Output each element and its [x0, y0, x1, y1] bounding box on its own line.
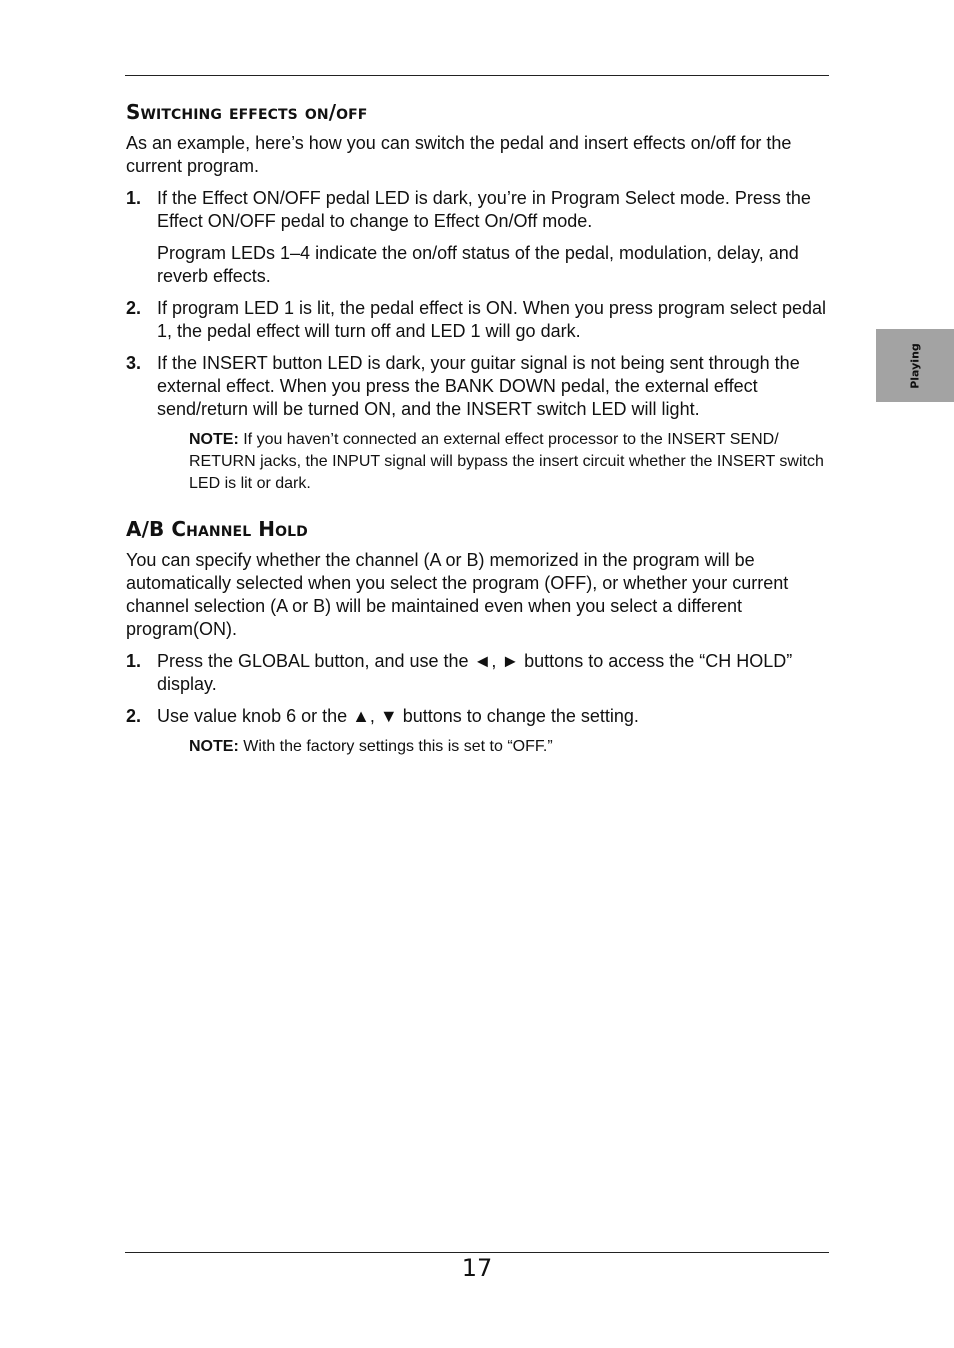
step-item — [126, 650, 830, 696]
note-label: NOTE: — [189, 431, 239, 448]
note-label: NOTE: — [189, 738, 239, 755]
section-tab-label: Playing — [908, 342, 922, 389]
step-number: 3. — [126, 353, 142, 373]
section-heading-channel-hold: A/B Channel Hold — [126, 517, 308, 541]
note — [189, 736, 830, 758]
step-number: 2. — [126, 298, 142, 318]
header-rule — [125, 75, 829, 76]
note-text: If you haven’t connected an external effect processor to the INSERT SEND/ RETURN jacks, the INPUT signal will bypass the insert circuit whether the INSERT switch LED is lit or dark. — [189, 431, 824, 492]
step-text: Press the GLOBAL button, and use the ◄, ► buttons to access the “CH HOLD” display. — [157, 651, 793, 694]
step-item — [126, 705, 830, 728]
page-number: 17 — [461, 1254, 493, 1282]
note — [189, 429, 830, 495]
step-number: 1. — [126, 651, 142, 671]
section-tab — [876, 329, 954, 402]
section-heading-switching-effects: Switching effects on/off — [126, 100, 368, 124]
step-item — [126, 297, 830, 343]
step-text: Use value knob 6 or the ▲, ▼ buttons to change the setting. — [157, 706, 639, 726]
step-text: If program LED 1 is lit, the pedal effect is ON. When you press program select pedal 1, the pedal effect will turn off and LED 1 will go dark. — [157, 298, 826, 341]
step-number: 1. — [126, 188, 142, 208]
step-detail: Program LEDs 1–4 indicate the on/off status of the pedal, modulation, delay, and reverb effects. — [157, 243, 799, 286]
section-intro: You can specify whether the channel (A or B) memorized in the program will be automatically selected when you select the program (OFF), or whether your current channel selection (A or B) will be maintained even when you select a different program(ON). — [126, 550, 789, 639]
page-content — [126, 100, 830, 758]
step-number: 2. — [126, 706, 142, 726]
section-intro: As an example, here’s how you can switch the pedal and insert effects on/off for the current program. — [126, 133, 792, 176]
footer-rule — [125, 1252, 829, 1253]
step-text: If the INSERT button LED is dark, your guitar signal is not being sent through the external effect. When you press the BANK DOWN pedal, the external effect send/return will be turned ON, and the INSERT switch LED will light. — [157, 353, 800, 419]
step-item — [126, 352, 830, 421]
note-text: With the factory settings this is set to “OFF.” — [238, 738, 553, 755]
step-text: If the Effect ON/OFF pedal LED is dark, you’re in Program Select mode. Press the Effect ON/OFF pedal to change to Effect On/Off mode. — [157, 188, 811, 231]
step-item — [126, 187, 830, 233]
